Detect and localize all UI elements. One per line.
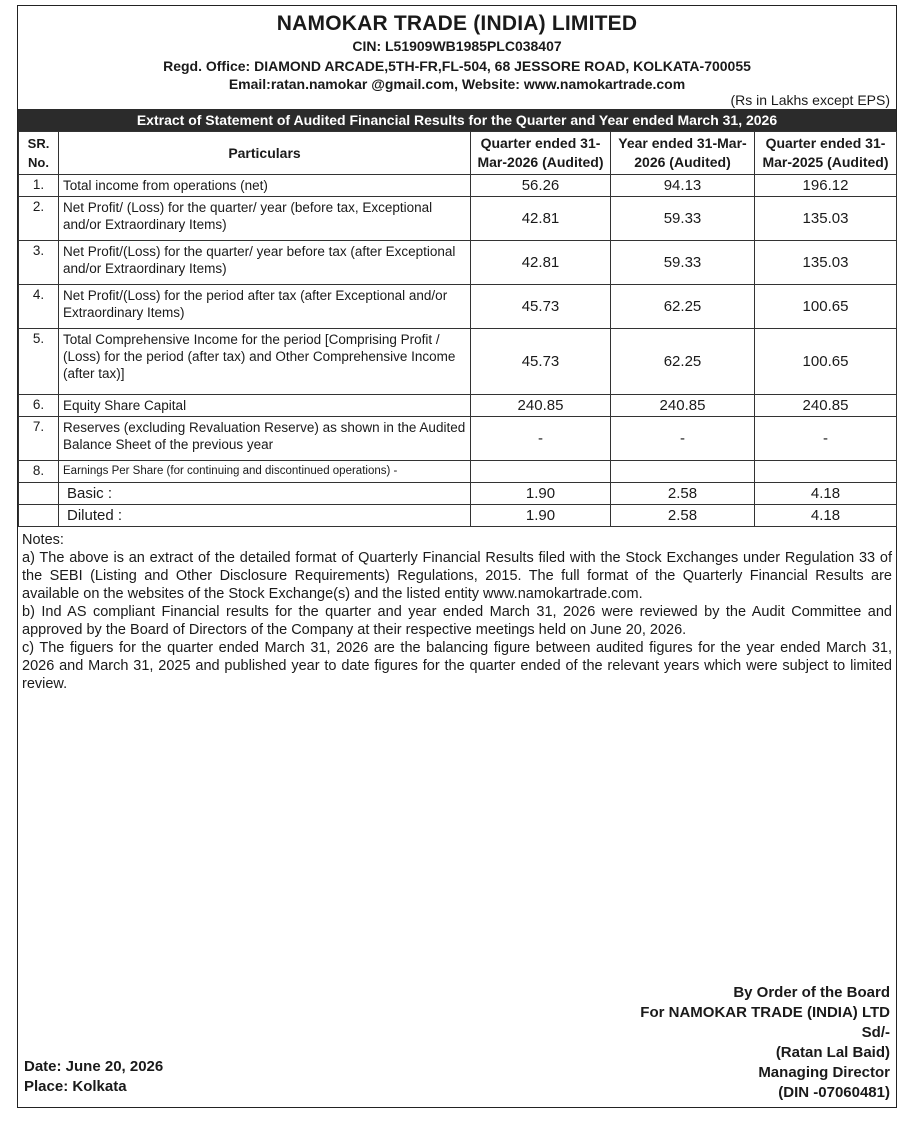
particulars-cell: Total income from operations (net) bbox=[59, 175, 471, 197]
table-row bbox=[19, 505, 897, 527]
sr-cell: 8. bbox=[19, 461, 59, 483]
header-sr-no: SR. No. bbox=[19, 132, 59, 175]
signatory-din: (DIN -07060481) bbox=[778, 1084, 890, 1101]
quarter-2025-value: 135.03 bbox=[755, 197, 897, 241]
sr-cell: 4. bbox=[19, 285, 59, 329]
note-b: b) Ind AS compliant Financial results for the quarter and year ended March 31, 2026 were reviewed by the Audit Committee and approved by the Board of Directors of the Company at their respective meetings held on June 20, 2026. bbox=[22, 604, 892, 638]
particulars-cell: Reserves (excluding Revaluation Reserve) as shown in the Audited Balance Sheet of the previous year bbox=[59, 417, 471, 461]
statement-title: Extract of Statement of Audited Financial Results for the Quarter and Year ended March 31, 2026 bbox=[18, 109, 896, 131]
year-2026-value bbox=[611, 461, 755, 483]
table-row bbox=[19, 197, 897, 241]
sr-cell: 2. bbox=[19, 197, 59, 241]
table-row bbox=[19, 461, 897, 483]
year-2026-value: 240.85 bbox=[611, 395, 755, 417]
year-2026-value: 2.58 bbox=[611, 483, 755, 505]
year-2026-value: 62.25 bbox=[611, 329, 755, 395]
quarter-2026-value: 45.73 bbox=[471, 329, 611, 395]
registered-office: Regd. Office: DIAMOND ARCADE,5TH-FR,FL-504, 68 JESSORE ROAD, KOLKATA-700055 bbox=[163, 58, 751, 74]
results-table bbox=[18, 131, 897, 527]
quarter-2026-value: 1.90 bbox=[471, 505, 611, 527]
quarter-2025-value bbox=[755, 461, 897, 483]
sr-cell: 3. bbox=[19, 241, 59, 285]
quarter-2026-value: - bbox=[471, 417, 611, 461]
notice-date: Date: June 20, 2026 bbox=[24, 1058, 164, 1075]
notes-section bbox=[18, 527, 896, 693]
units-note: (Rs in Lakhs except EPS) bbox=[730, 92, 890, 108]
particulars-cell: Total Comprehensive Income for the period [Comprising Profit / (Loss) for the period (after tax) and Other Comprehensive Income (after tax)] bbox=[59, 329, 471, 395]
sr-cell: 7. bbox=[19, 417, 59, 461]
cin-number: CIN: L51909WB1985PLC038407 bbox=[352, 38, 562, 54]
table-row bbox=[19, 241, 897, 285]
date-place bbox=[24, 1057, 163, 1097]
table-row bbox=[19, 417, 897, 461]
signature-sd: Sd/- bbox=[861, 1024, 890, 1041]
quarter-2026-value: 42.81 bbox=[471, 197, 611, 241]
particulars-cell: Net Profit/ (Loss) for the quarter/ year (before tax, Exceptional and/or Extraordinary Items) bbox=[59, 197, 471, 241]
header-quarter-2025: Quarter ended 31-Mar-2025 (Audited) bbox=[755, 132, 897, 175]
sr-cell: 6. bbox=[19, 395, 59, 417]
quarter-2025-value: 240.85 bbox=[755, 395, 897, 417]
quarter-2025-value: 196.12 bbox=[755, 175, 897, 197]
particulars-cell: Net Profit/(Loss) for the period after tax (after Exceptional and/or Extraordinary Items) bbox=[59, 285, 471, 329]
quarter-2026-value: 45.73 bbox=[471, 285, 611, 329]
quarter-2025-value: 100.65 bbox=[755, 329, 897, 395]
year-2026-value: - bbox=[611, 417, 755, 461]
note-a: a) The above is an extract of the detailed format of Quarterly Financial Results filed with the Stock Exchanges under Regulation 33 of the SEBI (Listing and Other Disclosure Requirements) Regulations, 2015. The full format of the Quarterly Financial Results are available on the websites of the Stock Exchange(s) and the listed entity www.namokartrade.com. bbox=[22, 550, 892, 602]
signatory-designation: Managing Director bbox=[758, 1064, 890, 1081]
particulars-cell: Diluted : bbox=[59, 505, 471, 527]
particulars-cell: Net Profit/(Loss) for the quarter/ year before tax (after Exceptional and/or Extraordinary Items) bbox=[59, 241, 471, 285]
sr-cell bbox=[19, 505, 59, 527]
quarter-2025-value: 4.18 bbox=[755, 483, 897, 505]
sr-cell bbox=[19, 483, 59, 505]
table-row bbox=[19, 175, 897, 197]
table-header-row bbox=[19, 132, 897, 175]
sr-cell: 5. bbox=[19, 329, 59, 395]
header-quarter-2026: Quarter ended 31-Mar-2026 (Audited) bbox=[471, 132, 611, 175]
quarter-2025-value: 100.65 bbox=[755, 285, 897, 329]
quarter-2025-value: 135.03 bbox=[755, 241, 897, 285]
year-2026-value: 62.25 bbox=[611, 285, 755, 329]
note-c: c) The figuers for the quarter ended March 31, 2026 are the balancing figure between audited figures for the year ended March 31, 2026 and March 31, 2025 and published year to date figures for the quarter ended of the relevant years which were subject to limited review. bbox=[22, 640, 892, 692]
financial-results-notice bbox=[17, 5, 897, 1108]
quarter-2026-value bbox=[471, 461, 611, 483]
year-2026-value: 59.33 bbox=[611, 197, 755, 241]
notice-place: Place: Kolkata bbox=[24, 1078, 127, 1095]
notice-header bbox=[18, 12, 896, 92]
company-name: NAMOKAR TRADE (INDIA) LIMITED bbox=[276, 12, 638, 35]
year-2026-value: 2.58 bbox=[611, 505, 755, 527]
quarter-2026-value: 42.81 bbox=[471, 241, 611, 285]
particulars-cell: Basic : bbox=[59, 483, 471, 505]
table-row bbox=[19, 483, 897, 505]
table-row bbox=[19, 285, 897, 329]
year-2026-value: 94.13 bbox=[611, 175, 755, 197]
table-row bbox=[19, 329, 897, 395]
signature-line-1: By Order of the Board bbox=[733, 984, 890, 1001]
particulars-cell: Equity Share Capital bbox=[59, 395, 471, 417]
signatory-name: (Ratan Lal Baid) bbox=[775, 1044, 890, 1061]
header-particulars: Particulars bbox=[59, 132, 471, 175]
quarter-2025-value: 4.18 bbox=[755, 505, 897, 527]
quarter-2026-value: 1.90 bbox=[471, 483, 611, 505]
particulars-cell: Earnings Per Share (for continuing and discontinued operations) - bbox=[59, 461, 471, 483]
signature-line-2: For NAMOKAR TRADE (INDIA) LTD bbox=[640, 1004, 890, 1021]
notes-heading: Notes: bbox=[22, 532, 64, 548]
quarter-2026-value: 56.26 bbox=[471, 175, 611, 197]
quarter-2025-value: - bbox=[755, 417, 897, 461]
sr-cell: 1. bbox=[19, 175, 59, 197]
quarter-2026-value: 240.85 bbox=[471, 395, 611, 417]
contact-info: Email:ratan.namokar @gmail.com, Website: www.namokartrade.com bbox=[228, 76, 686, 92]
table-row bbox=[19, 395, 897, 417]
header-year-2026: Year ended 31-Mar-2026 (Audited) bbox=[611, 132, 755, 175]
signature-block bbox=[640, 983, 890, 1103]
year-2026-value: 59.33 bbox=[611, 241, 755, 285]
